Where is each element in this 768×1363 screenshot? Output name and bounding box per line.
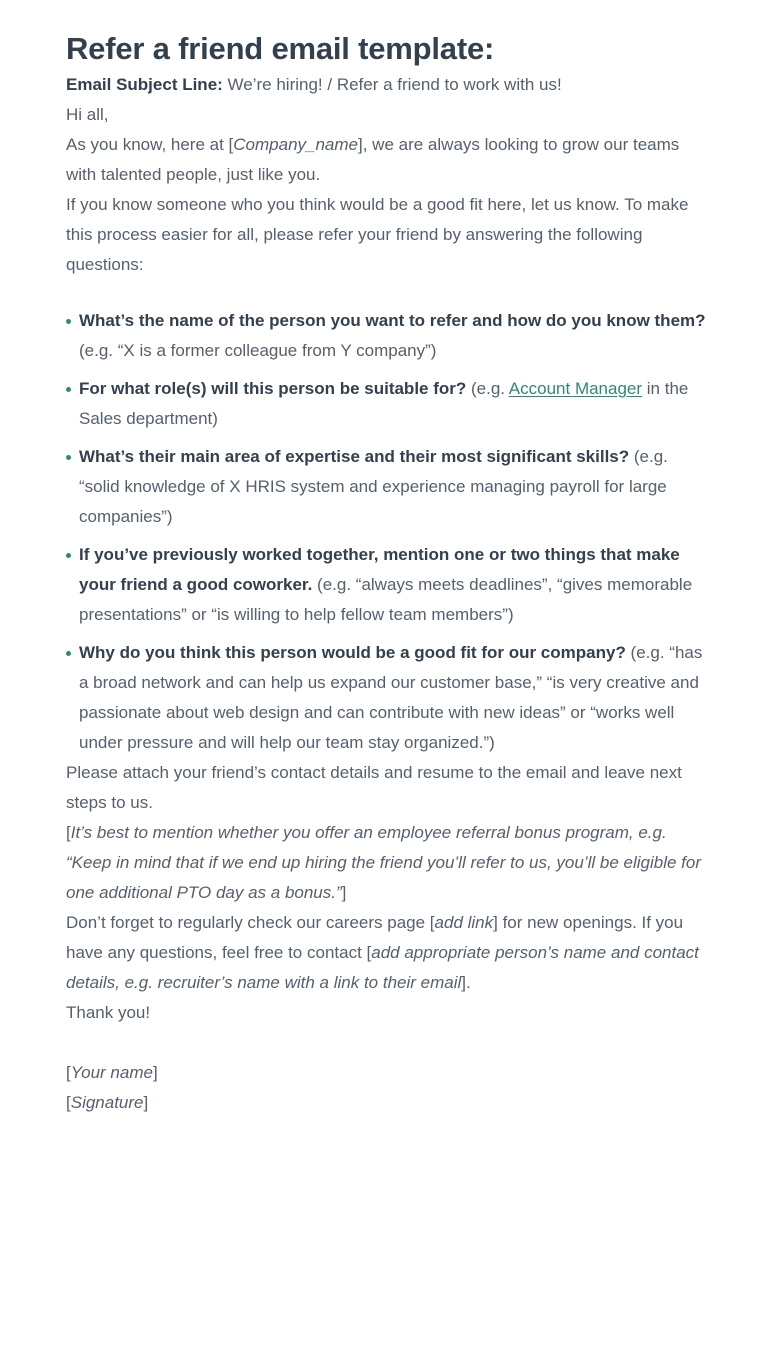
list-item: [66, 638, 712, 758]
question-bold-text: Why do you think this person would be a good fit for our company?: [79, 643, 626, 662]
page-title: Refer a friend email template:: [66, 31, 495, 66]
list-item: [66, 306, 712, 366]
signature-placeholder: Signature: [70, 1093, 144, 1112]
email-subject-value: We’re hiring! / Refer a friend to work with us!: [222, 75, 562, 94]
list-item: [66, 374, 712, 434]
question-bold-text: What’s the name of the person you want to refer and how do you know them?: [79, 311, 706, 330]
email-subject-line: [66, 70, 712, 100]
bonus-note-italic: It’s best to mention whether you offer an employee referral bonus program, e.g. “Keep in mind that if we end up hiring the friend you’ll refer to us, you’ll be eligible for one additional PTO day as a bonus.”: [66, 823, 702, 902]
careers-text-part2: ] for new openings. If you have any questions, feel free to contact [: [66, 913, 684, 962]
question-example-text: (e.g. “solid knowledge of X HRIS system and experience managing payroll for large companies”): [79, 447, 668, 526]
greeting-paragraph: Hi all,: [66, 105, 109, 124]
bracket-close: ]: [152, 1063, 158, 1082]
company-name-placeholder: Company_name: [233, 135, 359, 154]
bracket-open: [: [66, 1063, 71, 1082]
list-item: [66, 540, 712, 630]
question-bold-text: What’s their main area of expertise and their most significant skills?: [79, 447, 630, 466]
bracket-close: ]: [341, 883, 347, 902]
question-example-text: (e.g. “has a broad network and can help us expand our customer base,” “is very creative and passionate about web design and can contribute with new ideas” or “works well under pressure and will help our team stay organized.”): [79, 643, 703, 752]
bracket-open: [: [66, 1093, 71, 1112]
question-example-text: (e.g.: [466, 379, 509, 398]
intro-text-before: As you know, here at [: [66, 135, 234, 154]
list-item: [66, 442, 712, 532]
intro-text-after: ], we are always looking to grow our teams with talented people, just like you.: [66, 135, 680, 184]
attachment-paragraph: Please attach your friend’s contact details and resume to the email and leave next steps to us.: [66, 763, 682, 812]
signature-sig-row: [66, 1088, 712, 1118]
intro-paragraph: [66, 130, 712, 190]
question-example-text-after: in the Sales department): [79, 379, 689, 428]
bracket-close: ]: [143, 1093, 149, 1112]
email-subject-label: Email Subject Line:: [66, 75, 223, 94]
bracket-open: [: [66, 823, 71, 842]
careers-page-paragraph: [66, 908, 712, 998]
careers-text-part1: Don’t forget to regularly check our careers page [: [66, 913, 435, 932]
careers-text-part3: ].: [461, 973, 471, 992]
closing-paragraph: Thank you!: [66, 1003, 151, 1022]
signature-block: [66, 1058, 712, 1118]
referral-questions-list: [66, 306, 712, 758]
ask-paragraph: If you know someone who you think would be a good fit here, let us know. To make this process easier for all, please refer your friend by answering the following questions:: [66, 195, 689, 274]
question-bold-text: For what role(s) will this person be suitable for?: [79, 379, 467, 398]
question-example-text: (e.g. “X is a former colleague from Y company”): [79, 341, 437, 360]
contact-person-placeholder: add appropriate person’s name and contact details, e.g. recruiter’s name with a link to their email: [66, 943, 699, 992]
bonus-note-paragraph: [66, 818, 712, 908]
account-manager-link[interactable]: Account Manager: [508, 379, 643, 398]
signature-name-row: [66, 1058, 712, 1088]
your-name-placeholder: Your name: [70, 1063, 153, 1082]
add-link-placeholder: add link: [434, 913, 494, 932]
question-bold-text: If you’ve previously worked together, mention one or two things that make your friend a good coworker.: [79, 545, 680, 594]
question-example-text: (e.g. “always meets deadlines”, “gives memorable presentations” or “is willing to help fellow team members”): [79, 575, 693, 624]
